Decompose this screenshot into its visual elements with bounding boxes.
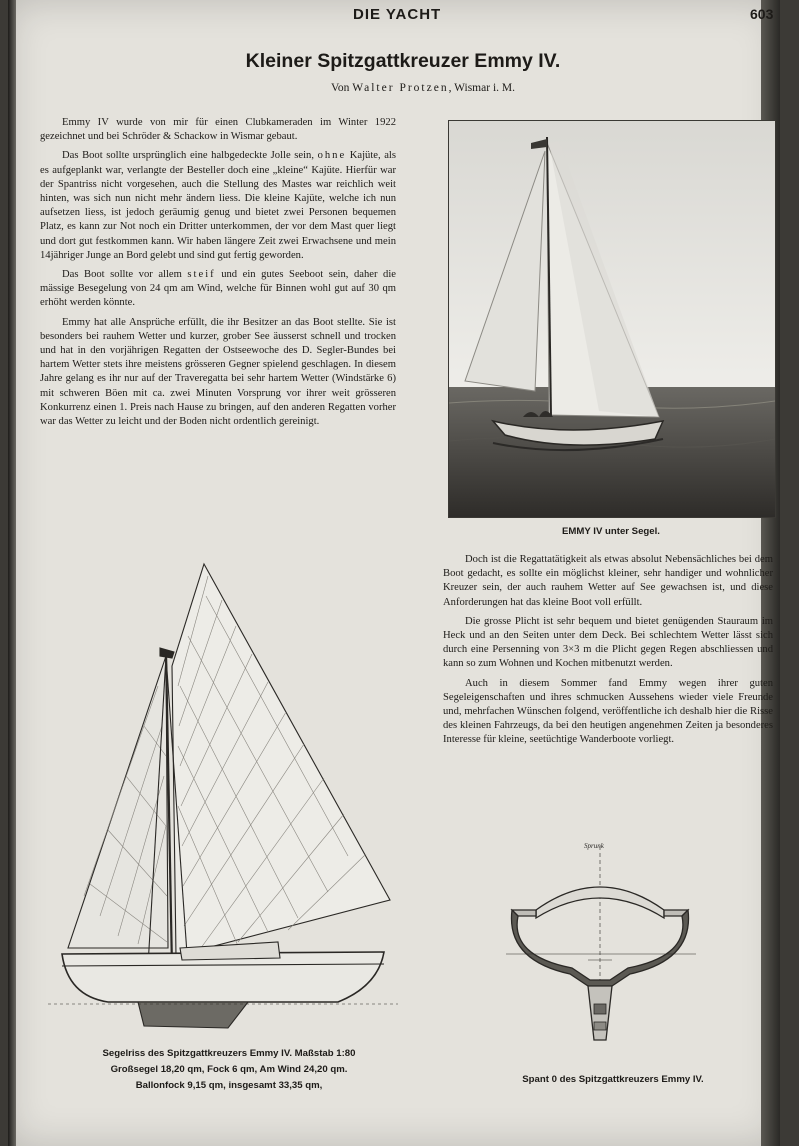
rib-section-svg — [506, 836, 726, 1056]
caption-line: Ballonfock 9,15 qm, insgesamt 33,35 qm, — [135, 1080, 323, 1091]
paragraph-text: Emmy hat alle Ansprüche erfüllt, die ihr Besitzer an das Boot stellte. Sie ist besonders bei rauhem Wetter und kurzer, grober See äusserst schnell und trocken und hat in den vorjährigen Regatten der Ostseewoche des D. Segler-Bundes bei hartem Wetter stets ihre meistens grösseren Gegner spielend geschlagen. In diesem Jahre gelang es ihr nur auf der Traveregatta bei sehr hartem Wetter (Windstärke 6) mit schweren Böen mit ca. zwei Minuten Vorsprung vor ihrer weit grösseren Konkurrenz einen 1. Preis nach Hause zu bringen, auf den anderen Regatten vorher war das Wetter zu leicht und der Boden nicht ordentlich gereinigt. — [40, 316, 396, 428]
sail-plan-drawing — [48, 556, 398, 1047]
book-spine-shadow — [8, 0, 16, 1146]
sail-plan-caption — [64, 1046, 394, 1094]
rib-label: Sprunk — [584, 842, 604, 850]
spaced-emphasis: steif — [187, 269, 216, 281]
paragraph: Die grosse Plicht ist sehr bequem und bietet genügenden Stauraum im Heck und an den Seiten unter dem Deck. Bei schlechtem Wetter lässt sich durch eine Persenning von 3×3 m die Plicht gegen Regen abschliessen und kann so zum Wohnen und Kochen mitbenutzt werden. — [443, 615, 773, 670]
paragraph-text: Das Boot sollte ursprünglich eine halbgedeckte Jolle sein, — [62, 150, 318, 162]
byline-author: Walter Protzen — [352, 82, 449, 94]
journal-header: DIE YACHT — [353, 6, 442, 23]
paragraph: Auch in diesem Sommer fand Emmy wegen ihrer guten Segeleigenschaften und ihres schmucken Aussehens wieder viele Freunde und, mehrfachen Wünschen folgend, veröffentliche ich deshalb hier die Risse des kleinen Fahrzeugs, da bei den heutigen angenehmen Zeiten ja besonderes Interesse für kleine, seetüchtige Wanderboote vorliegt. — [443, 677, 773, 746]
paragraph-text: Das Boot sollte vor allem — [62, 269, 188, 281]
boat-photo — [448, 120, 776, 518]
spaced-emphasis: ohne — [317, 150, 347, 162]
paragraph — [40, 316, 396, 430]
right-text-column — [443, 553, 773, 753]
byline-prefix: Von — [331, 82, 350, 94]
byline-location: , Wismar i. M. — [448, 82, 515, 94]
caption-line: Großsegel 18,20 qm, Fock 6 qm, Am Wind 24,20 qm. — [110, 1064, 348, 1075]
paragraph — [40, 149, 396, 263]
sail-plan-svg — [48, 556, 398, 1042]
paragraph-text: Kajüte, als es aufgeplankt war, verlangte der Besteller doch eine „kleine“ Kajüte. Hierfür war der Spantriss nicht vorgesehen, auch die Stellung des Mastes war reichlich weit hinten, was sich nun nicht mehr ändern liess. Die kleine Kajüte, welche ich nun aufsetzen liess, ist jedoch geräumig genug und bietet zwei Personen bequemen Platz, es kann zur Not noch ein Dritter unterkommen, der vor dem Mast quer liegt und dort gut festkommen kann. Wir haben längere Zeit zwei Erwachsene und mein 14jähriger Junge an Bord gelebt und sind gut fertig geworden. — [40, 150, 396, 261]
paragraph — [40, 268, 396, 311]
photo-caption: EMMY IV unter Segel. — [562, 526, 660, 537]
caption-line: Segelriss des Spitzgattkreuzers Emmy IV. Maßstab 1:80 — [102, 1048, 356, 1059]
paragraph: Doch ist die Regattatätigkeit als etwas absolut Nebensächliches bei dem Boot gedacht, es sollte ein möglichst kleiner, sehr handiger und wohnlicher Kreuzer sein, der auch rauhem Wetter auf See gewachsen ist, und diese Anforderungen hat das kleine Boot voll erfüllt. — [443, 554, 773, 608]
sailboat-photo-illustration — [449, 121, 775, 517]
left-text-column — [40, 116, 396, 434]
paragraph-text: Emmy IV wurde von mir für einen Clubkameraden im Winter 1922 gezeichnet und bei Schröder & Schackow in Wismar gebaut. — [40, 117, 396, 143]
paragraph — [40, 116, 396, 144]
article-title: Kleiner Spitzgattkreuzer Emmy IV. — [245, 50, 561, 72]
paragraph-text: und ein gutes Seeboot sein, daher die mässige Besegelung von 24 qm am Wind, welche für Binnen wohl gut auf 30 qm erhöht werden könnte. — [40, 269, 396, 309]
article-byline — [8, 82, 799, 94]
rib-caption: Spant 0 des Spitzgattkreuzers Emmy IV. — [522, 1074, 704, 1085]
magazine-page — [8, 0, 780, 1146]
rib-section-drawing — [506, 836, 726, 1061]
page-number: 603 — [750, 6, 774, 22]
